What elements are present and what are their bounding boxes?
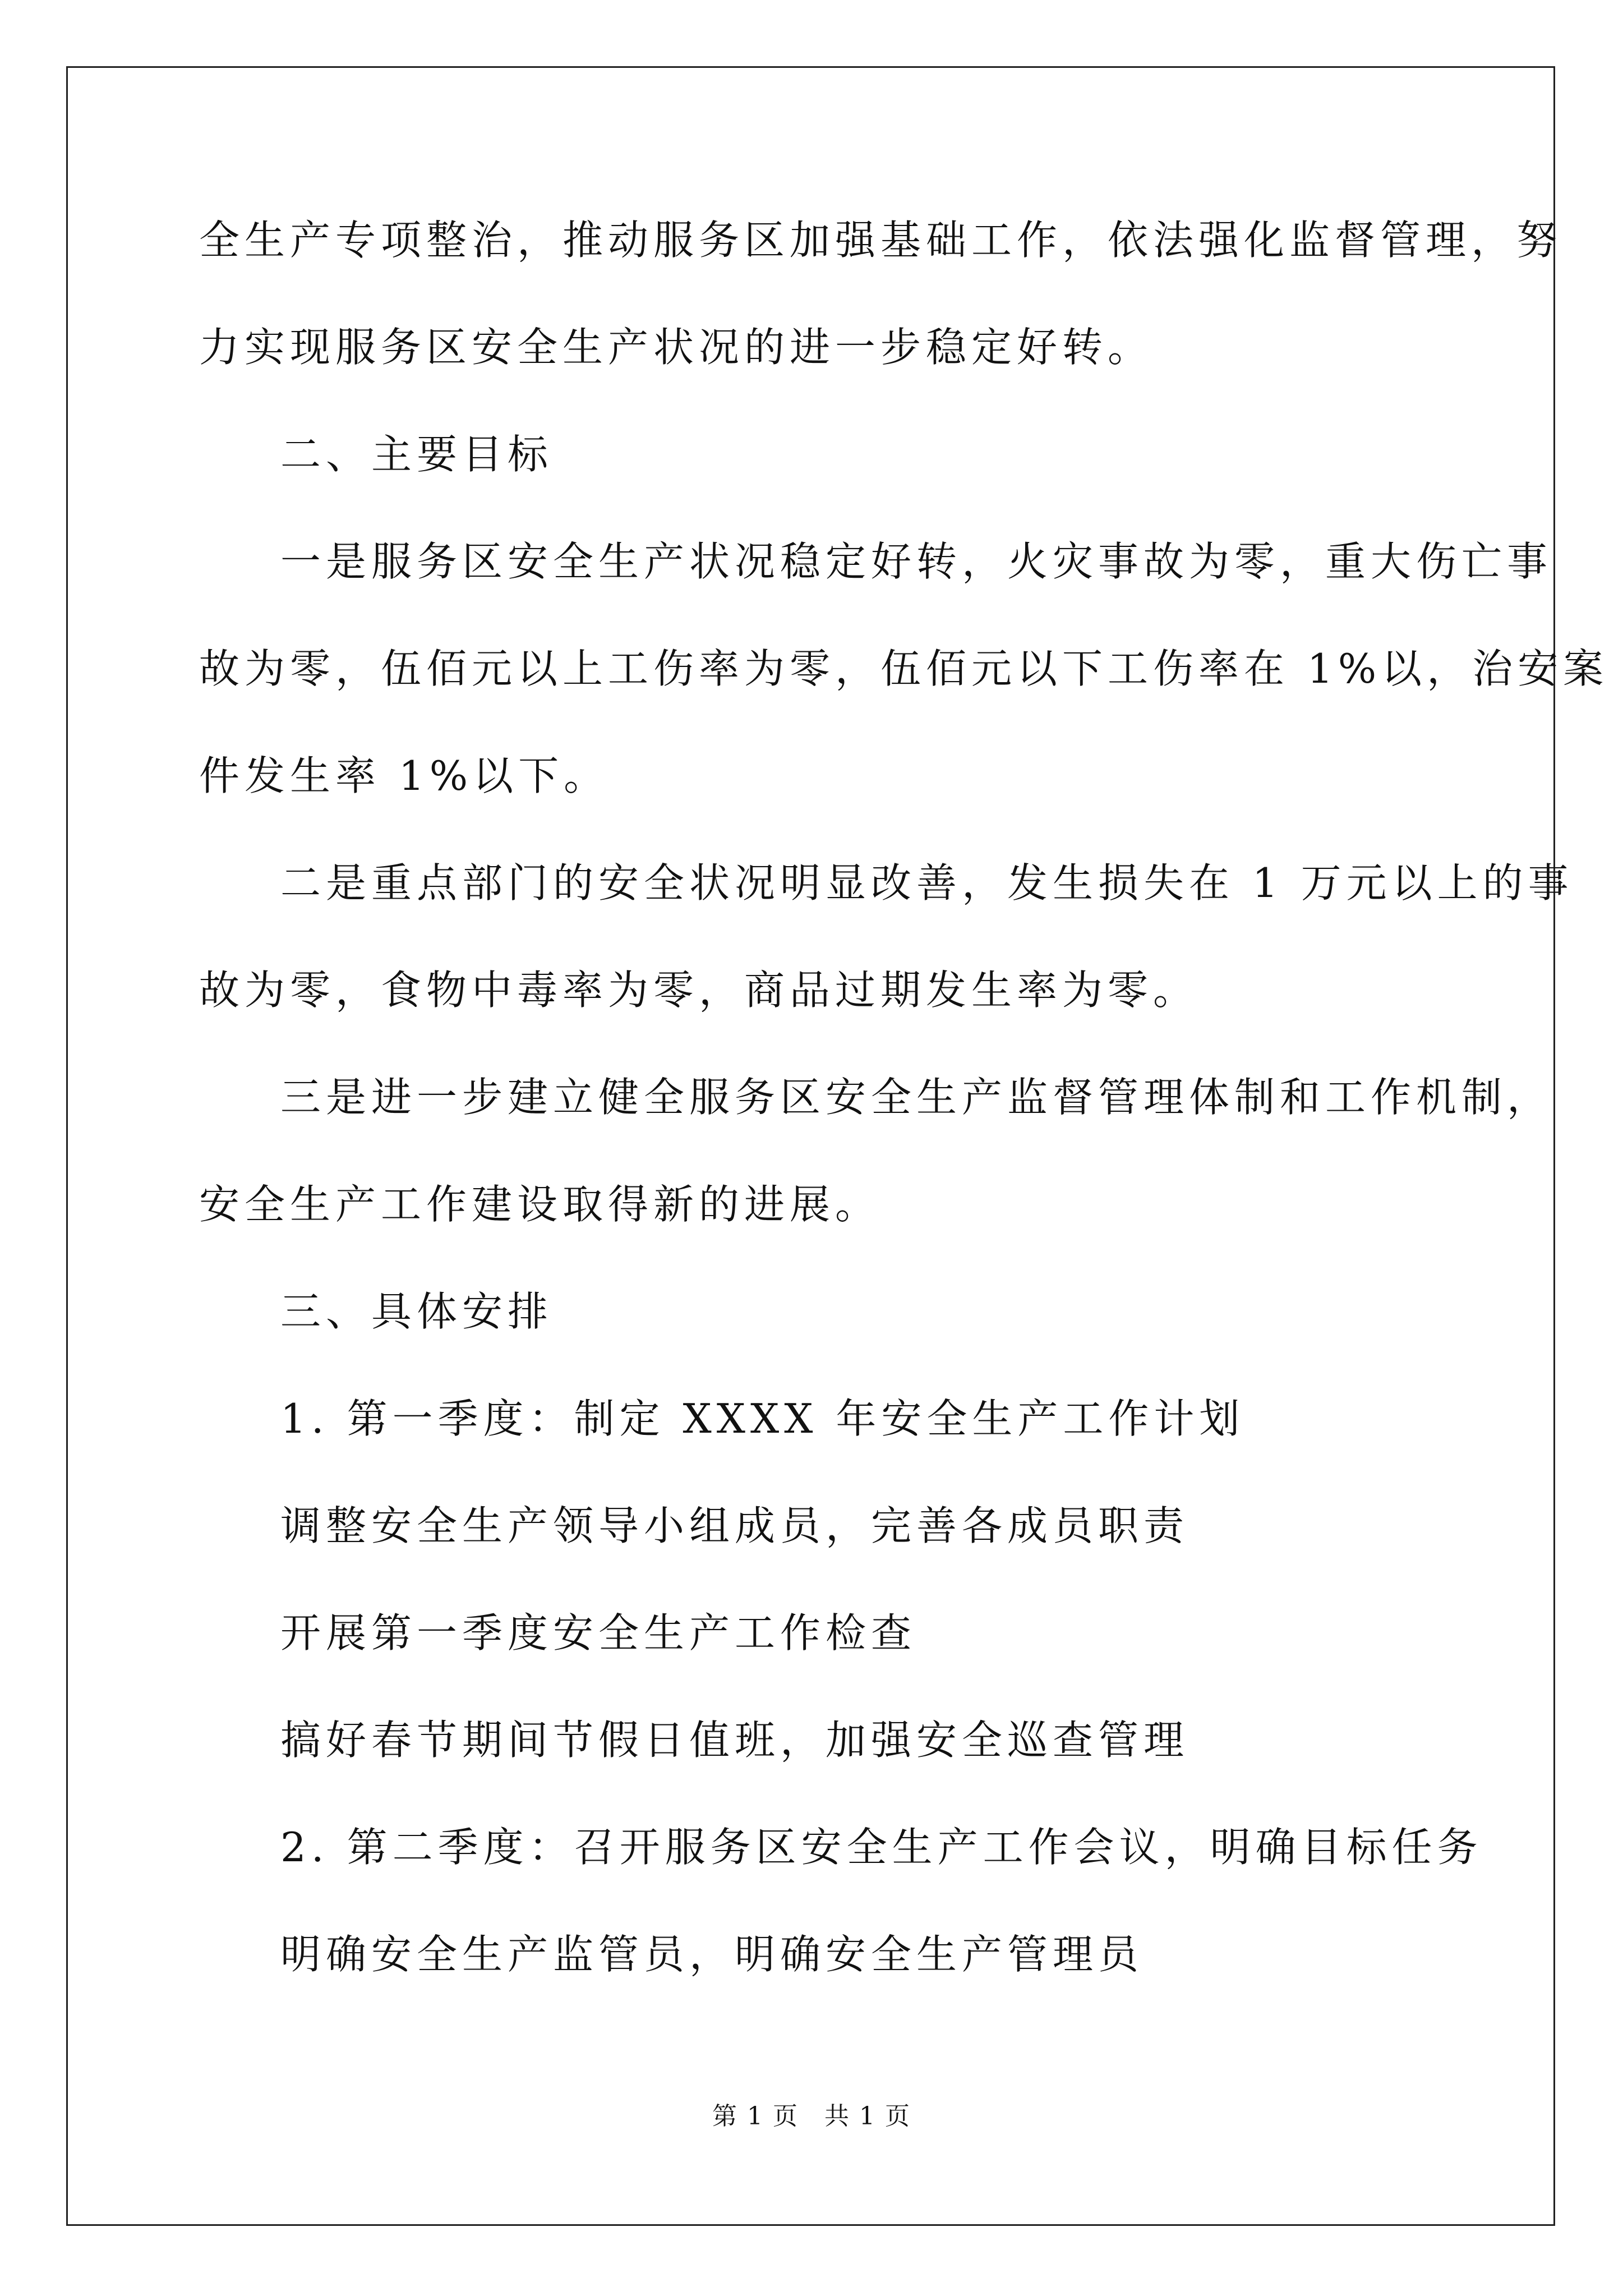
section-heading: 三、具体安排 [280,1288,554,1335]
paragraph-line: 件发生率 1%以下。 [199,752,610,799]
paragraph-line: 二是重点部门的安全状况明显改善，发生损失在 1 万元以上的事 [280,859,1574,907]
list-item: 明确安全生产监管员，明确安全生产管理员 [280,1931,1144,1978]
list-item: 2. 第二季度：召开服务区安全生产工作会议，明确目标任务 [280,1824,1483,1871]
list-item: 1. 第一季度：制定 XXXX 年安全生产工作计划 [280,1395,1245,1442]
paragraph-line: 三是进一步建立健全服务区安全生产监督管理体制和工作机制， [280,1074,1553,1121]
paragraph-line: 故为零，伍佰元以上工伤率为零，伍佰元以下工伤率在 1%以，治安案 [199,645,1609,692]
section-heading: 二、主要目标 [280,431,554,478]
paragraph-line: 力实现服务区安全生产状况的进一步稳定好转。 [199,324,1154,371]
paragraph-line: 安全生产工作建设取得新的进展。 [199,1181,881,1228]
list-item: 调整安全生产领导小组成员，完善各成员职责 [280,1502,1189,1549]
list-item: 开展第一季度安全生产工作检查 [280,1609,917,1657]
paragraph-line: 故为零，食物中毒率为零，商品过期发生率为零。 [199,967,1199,1014]
page-number-footer: 第 1 页 共 1 页 [712,2102,911,2131]
document-body [199,213,1609,1981]
list-item: 搞好春节期间节假日值班，加强安全巡查管理 [280,1717,1189,1764]
paragraph-line: 全生产专项整治，推动服务区加强基础工作，依法强化监督管理，努 [199,217,1562,264]
paragraph-line: 一是服务区安全生产状况稳定好转，火灾事故为零，重大伤亡事 [280,538,1553,585]
